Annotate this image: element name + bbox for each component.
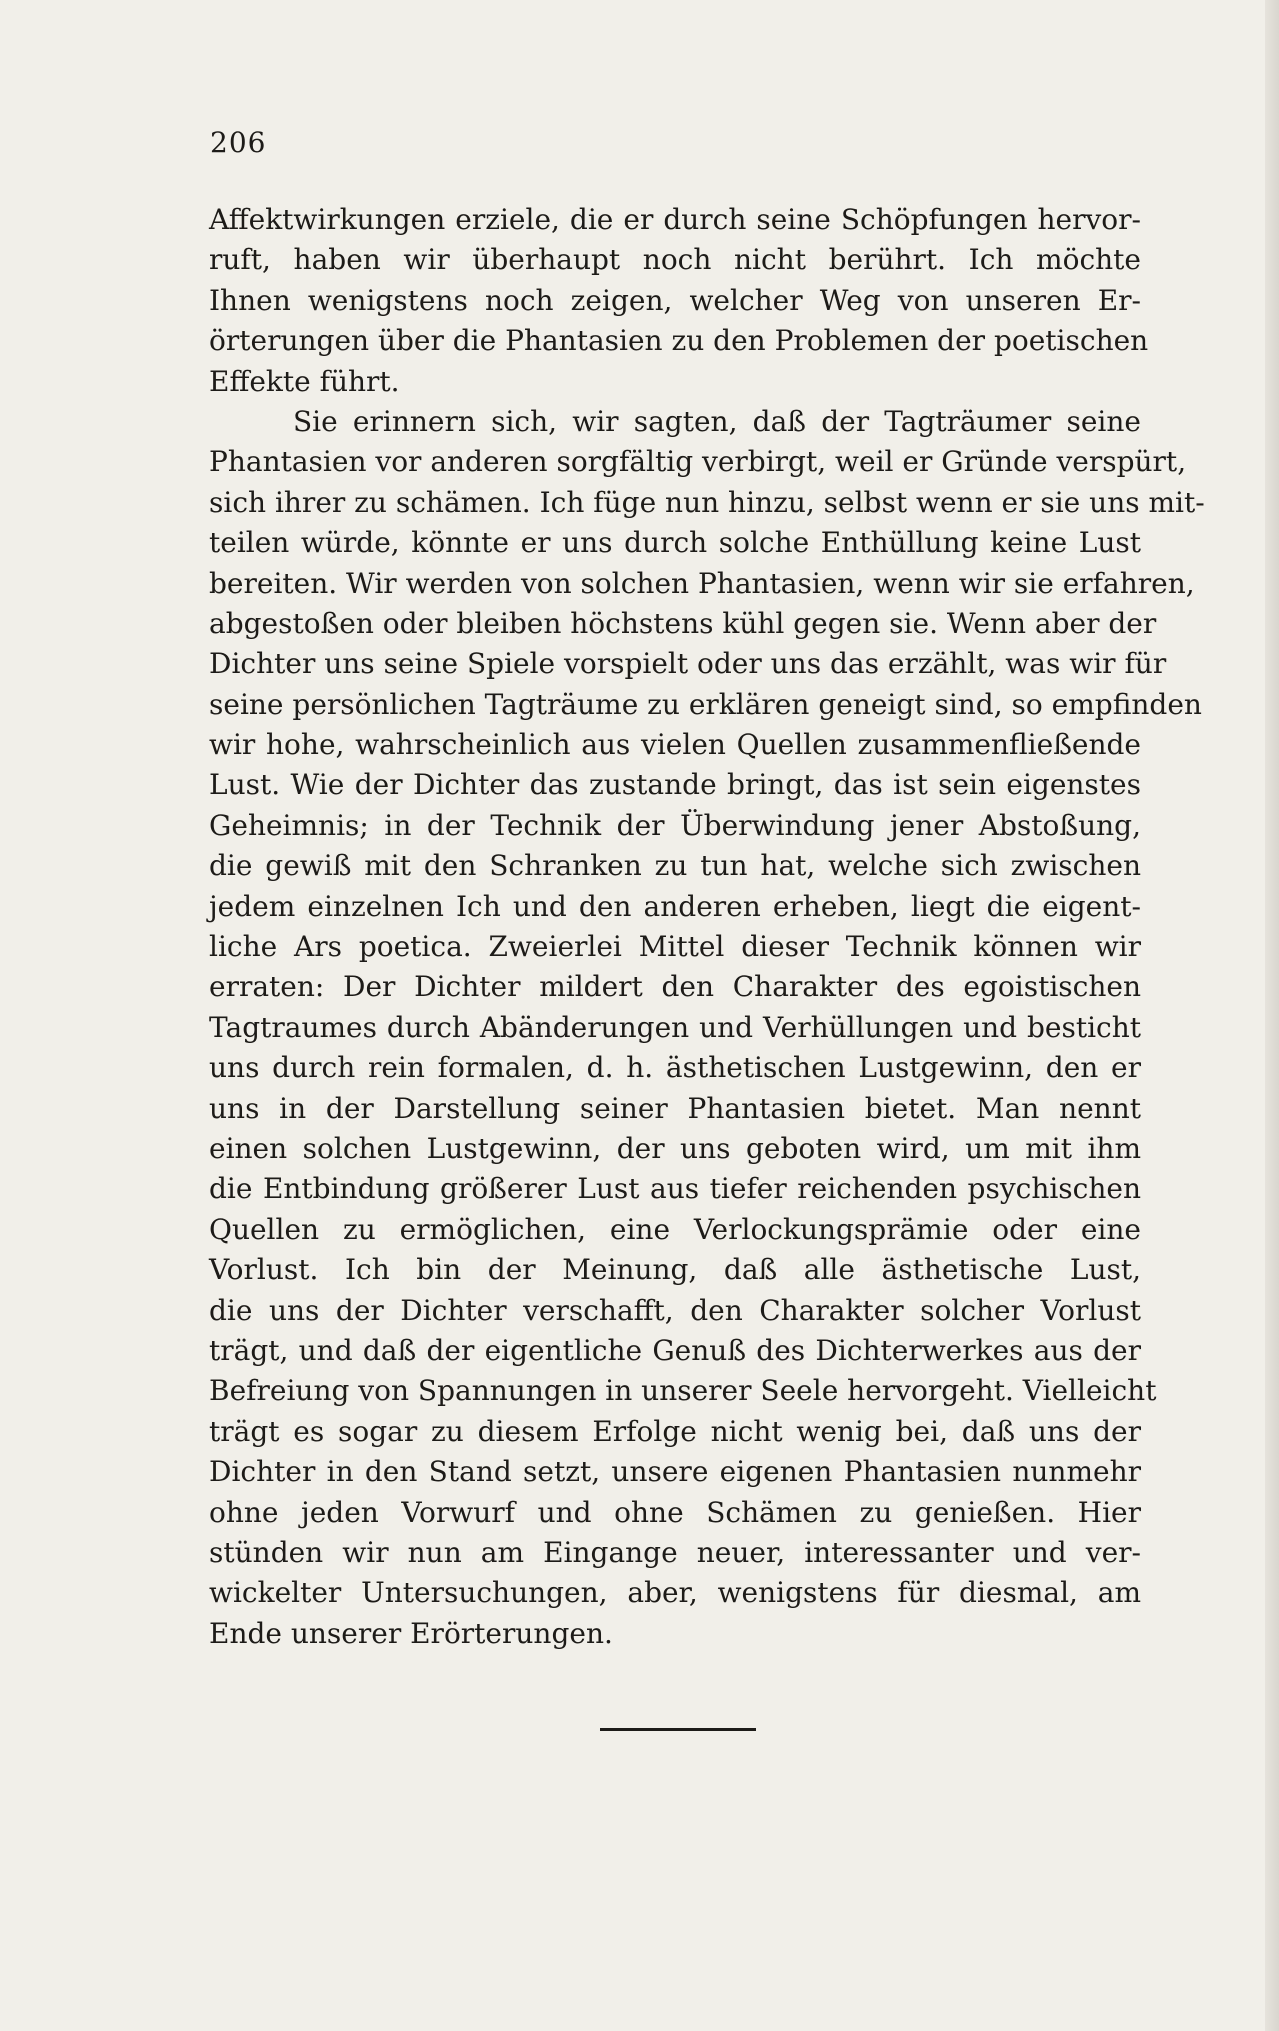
text-line: die uns der Dichter verschafft, den Charakter solcher Vorlust <box>209 1293 1141 1327</box>
text-line: abgestoßen oder bleiben höchstens kühl gegen sie. Wenn aber der <box>209 606 1157 640</box>
text-line: wir hohe, wahrscheinlich aus vielen Quellen zusammenfließende <box>209 728 1141 762</box>
text-line: sich ihrer zu schämen. Ich füge nun hinzu, selbst wenn er sie uns mit- <box>209 485 1205 519</box>
text-line: jedem einzelnen Ich und den anderen erheben, liegt die eigent- <box>209 889 1141 923</box>
text-line: ruft, haben wir überhaupt noch nicht berührt. Ich möchte <box>209 243 1141 277</box>
paragraph-1 <box>209 200 1149 402</box>
text-line: teilen würde, könnte er uns durch solche Enthüllung keine Lust <box>209 526 1141 560</box>
text-line: Geheimnis; in der Technik der Überwindung jener Abstoßung, <box>209 808 1141 842</box>
text-line: Dichter in den Stand setzt, unsere eigenen Phantasien nunmehr <box>209 1455 1141 1489</box>
text-line: Vorlust. Ich bin der Meinung, daß alle ästhetische Lust, <box>209 1253 1141 1287</box>
paragraph-2 <box>209 402 1205 1654</box>
text-line: Ihnen wenigstens noch zeigen, welcher Weg von unseren Er- <box>209 283 1141 317</box>
end-rule <box>600 1728 756 1731</box>
text-line: ohne jeden Vorwurf und ohne Schämen zu genießen. Hier <box>209 1495 1141 1529</box>
text-line: Phantasien vor anderen sorgfältig verbirgt, weil er Gründe verspürt, <box>209 445 1187 479</box>
text-line: Ende unserer Erörterungen. <box>209 1616 613 1650</box>
page-edge <box>1265 0 1279 2031</box>
text-line: trägt es sogar zu diesem Erfolge nicht wenig bei, daß uns der <box>209 1414 1141 1448</box>
text-line: erraten: Der Dichter mildert den Charakter des egoistischen <box>209 970 1141 1004</box>
text-line: uns in der Darstellung seiner Phantasien bietet. Man nennt <box>209 1091 1141 1125</box>
text-line: uns durch rein formalen, d. h. ästhetischen Lustgewinn, den er <box>209 1051 1141 1085</box>
text-line: Quellen zu ermöglichen, eine Verlockungsprämie oder eine <box>209 1212 1141 1246</box>
page-number: 206 <box>210 126 267 159</box>
text-line: einen solchen Lustgewinn, der uns geboten wird, um mit ihm <box>209 1131 1141 1165</box>
text-line: Tagtraumes durch Abänderungen und Verhüllungen und besticht <box>209 1010 1141 1044</box>
body-text <box>209 200 1205 1654</box>
text-line: wickelter Untersuchungen, aber, wenigstens für diesmal, am <box>209 1576 1141 1610</box>
text-line: liche Ars poetica. Zweierlei Mittel dieser Technik können wir <box>209 930 1141 964</box>
text-line: stünden wir nun am Eingange neuer, interessanter und ver- <box>209 1535 1141 1569</box>
text-line: trägt, und daß der eigentliche Genuß des Dichterwerkes aus der <box>209 1333 1141 1367</box>
text-line: Lust. Wie der Dichter das zustande bringt, das ist sein eigenstes <box>209 768 1141 802</box>
text-line: Befreiung von Spannungen in unserer Seele hervorgeht. Vielleicht <box>209 1374 1157 1408</box>
text-line: Sie erinnern sich, wir sagten, daß der Tagträumer seine <box>293 404 1141 438</box>
text-line: örterungen über die Phantasien zu den Problemen der poetischen <box>209 324 1149 358</box>
text-line: bereiten. Wir werden von solchen Phantasien, wenn wir sie erfahren, <box>209 566 1195 600</box>
text-line: Affektwirkungen erziele, die er durch seine Schöpfungen hervor- <box>209 203 1141 236</box>
text-line: Dichter uns seine Spiele vorspielt oder uns das erzählt, was wir für <box>209 647 1167 681</box>
text-line: die gewiß mit den Schranken zu tun hat, welche sich zwischen <box>209 849 1141 883</box>
text-line: seine persönlichen Tagträume zu erklären geneigt sind, so empfinden <box>209 687 1202 721</box>
text-line: die Entbindung größerer Lust aus tiefer reichenden psychischen <box>209 1172 1141 1206</box>
text-line: Effekte führt. <box>209 364 400 398</box>
